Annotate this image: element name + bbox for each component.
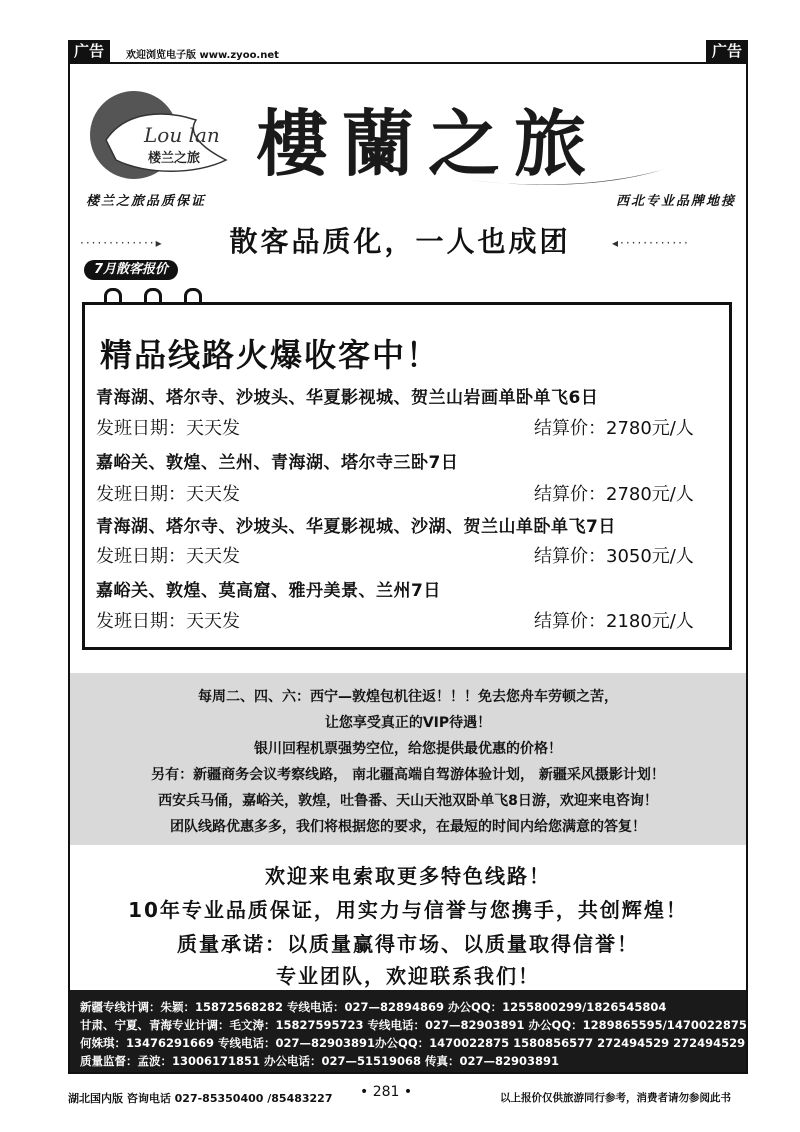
slogan: 散客品质化，一人也成团 [229, 225, 571, 258]
route-name: 嘉峪关、敦煌、兰州、青海湖、塔尔寺三卧7日 [96, 453, 459, 473]
left-divider: ·············▸ [80, 236, 164, 250]
contact-line: 新疆专线计调：朱颖：15872568282 专线电话：027—82894869 办公QQ：1255800299/1826545804 [80, 1000, 667, 1014]
welcome-line: 质量承诺：以质量赢得市场、以质量取得信誉！ [177, 932, 639, 956]
footer-disclaimer: 以上报价仅供旅游同行参考，消费者请勿参阅此书 [500, 1092, 731, 1104]
logo-emblem-icon [86, 80, 236, 190]
route-price: 结算价：2780元/人 [534, 484, 694, 505]
month-price-tag: 7月散客报价 [84, 260, 178, 280]
brand-name: 樓蘭之旅 [256, 101, 601, 186]
brand-swoosh-icon [470, 150, 670, 190]
site-link[interactable]: 欢迎浏览电子版 www.zyoo.net [126, 50, 279, 61]
logo-latin-text: Lou lan [144, 123, 220, 147]
page-number: • 281 • [360, 1084, 413, 1100]
promo-line: 另有：新疆商务会议考察线路， 南北疆高端自驾游体验计划， 新疆采风摄影计划！ [151, 767, 665, 783]
route-depart: 发班日期：天天发 [96, 484, 240, 505]
route-depart: 发班日期：天天发 [96, 611, 240, 632]
route-name: 青海湖、塔尔寺、沙坡头、华夏影视城、沙湖、贺兰山单卧单飞7日 [96, 517, 616, 537]
contact-line: 甘肃、宁夏、青海专业计调：毛文涛：15827595723 专线电话：027—82903891 办公QQ：1289865595/1470022875 [80, 1018, 747, 1032]
featured-title: 精品线路火爆收客中！ [100, 336, 441, 374]
contact-line: 何姝琪：13476291669 专线电话：027—82903891办公QQ：1470022875 1580856577 272494529 272494529 [80, 1036, 746, 1050]
route-price: 结算价：2780元/人 [534, 418, 694, 439]
promo-line: 团队线路优惠多多，我们将根据您的要求，在最短的时间内给您满意的答复！ [170, 819, 646, 835]
route-price: 结算价：2180元/人 [534, 611, 694, 632]
promo-line: 让您享受真正的VIP待遇！ [324, 715, 492, 731]
promo-line: 银川回程机票强势空位，给您提供最优惠的价格！ [254, 741, 562, 757]
welcome-line: 欢迎来电索取更多特色线路！ [265, 864, 551, 888]
route-price: 结算价：3050元/人 [534, 546, 694, 567]
route-name: 嘉峪关、敦煌、莫高窟、雅丹美景、兰州7日 [96, 581, 441, 601]
contact-line: 质量监督：孟波：13006171851 办公电话：027—51519068 传真：027—82903891 [80, 1054, 560, 1068]
ad-label-left: 广告 [68, 40, 110, 62]
brand-logo [86, 80, 236, 190]
route-name: 青海湖、塔尔寺、沙坡头、华夏影视城、贺兰山岩画单卧单飞6日 [96, 388, 599, 408]
promo-line: 西安兵马俑，嘉峪关，敦煌，吐鲁番、天山天池双卧单飞8日游，欢迎来电咨询！ [158, 793, 658, 809]
welcome-line: 专业团队，欢迎联系我们！ [276, 964, 540, 988]
logo-cn-text: 楼兰之旅 [148, 151, 201, 166]
promo-line: 每周二、四、六：西宁—敦煌包机往返！！！免去您舟车劳顿之苦， [198, 689, 618, 705]
northwest-tagline: 西北专业品牌地接 [615, 194, 736, 209]
route-depart: 发班日期：天天发 [96, 546, 240, 567]
route-depart: 发班日期：天天发 [96, 418, 240, 439]
ad-label-right: 广告 [706, 40, 748, 62]
footer-edition: 湖北国内版 咨询电话 027-85350400 /85483227 [68, 1092, 333, 1105]
right-divider: ◂············ [612, 236, 690, 250]
quality-tagline: 楼兰之旅品质保证 [86, 194, 207, 209]
welcome-line: 10年专业品质保证，用实力与信誉与您携手，共创辉煌！ [128, 898, 688, 922]
